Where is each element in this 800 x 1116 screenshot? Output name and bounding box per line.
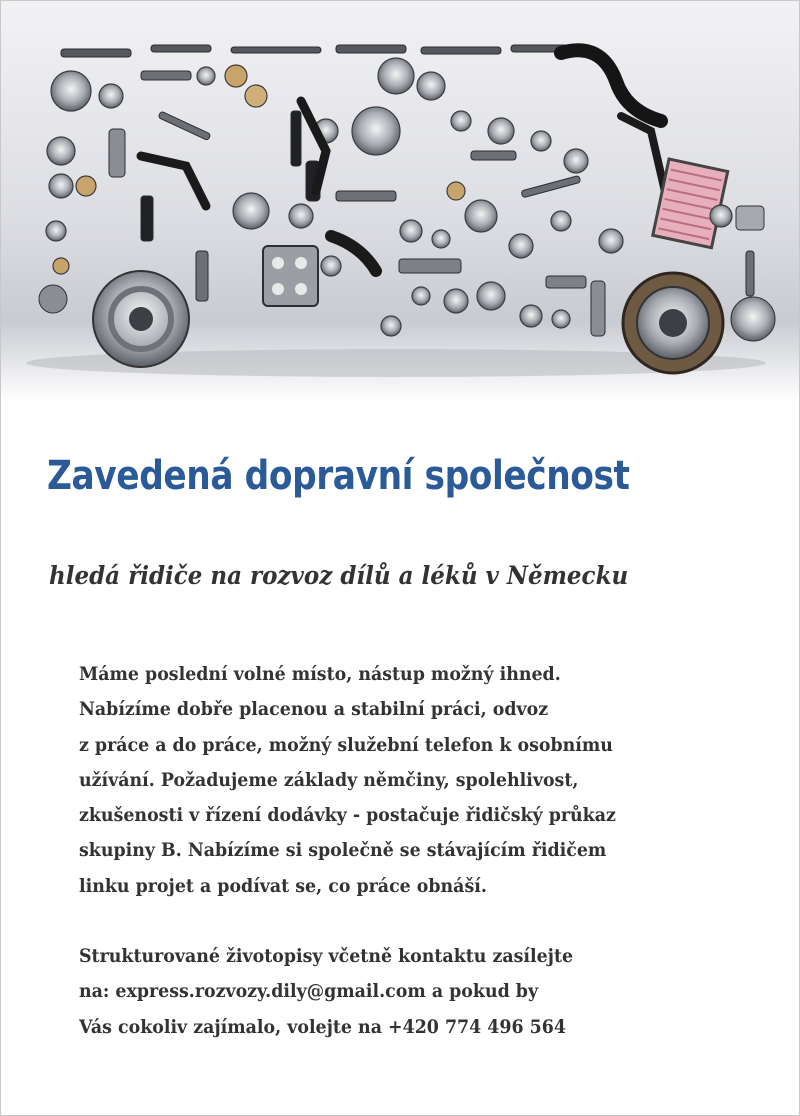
contact-line: Strukturované životopisy včetně kontaktu zasílejte xyxy=(79,946,574,968)
headline: Zavedená dopravní společnost xyxy=(47,453,630,499)
body-line: zkušenosti v řízení dodávky - postačuje řidičský průkaz xyxy=(79,805,616,827)
subtitle: hledá řidiče na rozvoz dílů a léků v Německu xyxy=(49,561,629,590)
paragraph-gap xyxy=(79,904,779,939)
body-line: Máme poslední volné místo, nástup možný ihned. xyxy=(79,664,561,685)
body-line: skupiny B. Nabízíme si společně se stávajícím řidičem xyxy=(79,840,607,862)
body-line: z práce a do práce, možný služební telefon k osobnímu xyxy=(79,734,613,756)
contact-line: na: express.rozvozy.dily@gmail.com a pokud by xyxy=(79,981,539,1003)
body-line: Nabízíme dobře placenou a stabilní práci, odvoz xyxy=(79,699,549,721)
van-made-of-auto-parts-icon xyxy=(1,1,799,401)
contact-line: Vás cokoliv zajímalo, volejte na +420 774 496 564 xyxy=(79,1016,566,1038)
body-line: linku projet a podívat se, co práce obnáší. xyxy=(79,875,487,897)
body-line: užívání. Požadujeme základy němčiny, spolehlivost, xyxy=(79,769,579,791)
job-description xyxy=(79,657,779,1045)
hero-banner xyxy=(1,1,799,401)
